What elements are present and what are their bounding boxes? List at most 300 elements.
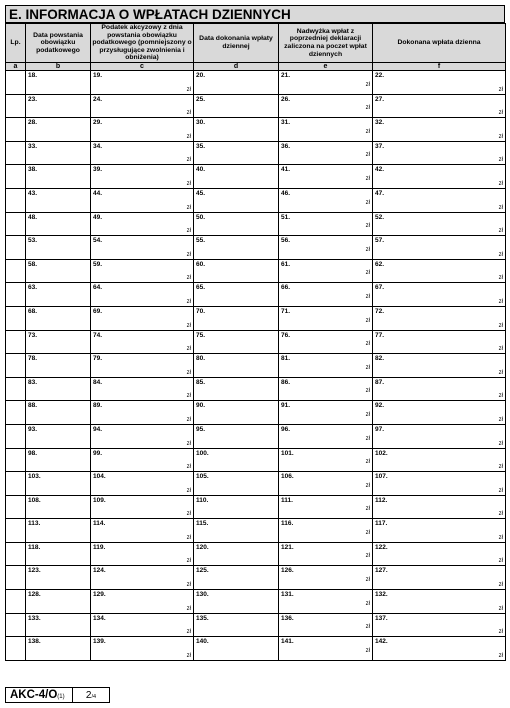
currency-label: zł — [365, 435, 370, 442]
field-number: 34. — [93, 142, 103, 150]
field-number: 53. — [28, 237, 38, 245]
field-number: 102. — [375, 449, 388, 457]
table-row — [6, 236, 506, 260]
tax-date-field[interactable] — [26, 94, 91, 118]
surplus-field[interactable] — [279, 330, 373, 354]
payment-date-field[interactable] — [194, 590, 279, 614]
payment-date-field[interactable] — [194, 401, 279, 425]
field-number: 44. — [93, 189, 103, 197]
currency-label: zł — [365, 246, 370, 253]
field-number: 130. — [196, 591, 209, 599]
field-number: 79. — [93, 355, 103, 363]
excise-tax-field[interactable] — [91, 236, 194, 260]
column-header-payment-date: Data dokonania wpłaty dziennej — [194, 24, 279, 63]
field-number: 88. — [28, 402, 38, 410]
tax-date-field[interactable] — [26, 448, 91, 472]
currency-label: zł — [498, 440, 503, 447]
field-number: 51. — [281, 213, 291, 221]
tax-date-field[interactable] — [26, 495, 91, 519]
surplus-field[interactable] — [279, 259, 373, 283]
field-number: 91. — [281, 402, 291, 410]
field-number: 68. — [28, 307, 38, 315]
page-total: /4 — [91, 694, 97, 700]
column-letter-row — [6, 63, 506, 71]
excise-tax-field[interactable] — [91, 212, 194, 236]
table-row — [6, 448, 506, 472]
payment-date-field[interactable] — [194, 472, 279, 496]
tax-date-field[interactable] — [26, 542, 91, 566]
field-number: 39. — [93, 166, 103, 174]
surplus-field[interactable] — [279, 94, 373, 118]
field-number: 117. — [375, 520, 388, 528]
field-number: 74. — [93, 331, 103, 339]
field-number: 59. — [93, 260, 103, 268]
field-number: 65. — [196, 284, 206, 292]
surplus-field[interactable] — [279, 212, 373, 236]
lp-cell — [6, 495, 26, 519]
payment-date-field[interactable] — [194, 377, 279, 401]
field-number: 142. — [375, 638, 388, 646]
column-letter: f — [373, 63, 506, 71]
currency-label: zł — [186, 204, 191, 211]
excise-tax-field[interactable] — [91, 542, 194, 566]
lp-cell — [6, 542, 26, 566]
surplus-field[interactable] — [279, 71, 373, 95]
surplus-field[interactable] — [279, 448, 373, 472]
table-row — [6, 613, 506, 637]
surplus-field[interactable] — [279, 188, 373, 212]
daily-payment-field[interactable] — [373, 354, 506, 378]
field-number: 119. — [93, 543, 106, 551]
currency-label: zł — [498, 228, 503, 235]
daily-payment-field[interactable] — [373, 448, 506, 472]
lp-cell — [6, 306, 26, 330]
excise-tax-field[interactable] — [91, 377, 194, 401]
field-number: 73. — [28, 331, 38, 339]
table-row — [6, 637, 506, 661]
field-number: 46. — [281, 189, 291, 197]
surplus-field[interactable] — [279, 118, 373, 142]
field-number: 29. — [93, 119, 103, 127]
column-letter: b — [26, 63, 91, 71]
currency-label: zł — [365, 199, 370, 206]
daily-payment-field[interactable] — [373, 542, 506, 566]
field-number: 122. — [375, 543, 388, 551]
currency-label: zł — [365, 459, 370, 466]
payment-date-field[interactable] — [194, 637, 279, 661]
table-row — [6, 283, 506, 307]
excise-tax-field[interactable] — [91, 94, 194, 118]
tax-date-field[interactable] — [26, 188, 91, 212]
column-header-excise-tax: Podatek akcyzowy z dnia powstania obowiązku podatkowego (pomniejszony o przysługujące zwolnienia i obniżenia) — [92, 24, 192, 62]
payment-date-field[interactable] — [194, 141, 279, 165]
surplus-field[interactable] — [279, 141, 373, 165]
excise-tax-field[interactable] — [91, 330, 194, 354]
lp-cell — [6, 401, 26, 425]
surplus-field[interactable] — [279, 590, 373, 614]
field-number: 23. — [28, 95, 38, 103]
payment-date-field[interactable] — [194, 212, 279, 236]
field-number: 43. — [28, 189, 38, 197]
tax-date-field[interactable] — [26, 141, 91, 165]
excise-tax-field[interactable] — [91, 472, 194, 496]
payment-date-field[interactable] — [194, 118, 279, 142]
field-number: 107. — [375, 473, 388, 481]
daily-payment-field[interactable] — [373, 401, 506, 425]
surplus-field[interactable] — [279, 306, 373, 330]
currency-label: zł — [365, 364, 370, 371]
field-number: 66. — [281, 284, 291, 292]
currency-label: zł — [365, 529, 370, 536]
payment-date-field[interactable] — [194, 330, 279, 354]
payment-date-field[interactable] — [194, 236, 279, 260]
tax-date-field[interactable] — [26, 118, 91, 142]
payment-date-field[interactable] — [194, 165, 279, 189]
lp-cell — [6, 472, 26, 496]
field-number: 138. — [28, 638, 41, 646]
lp-cell — [6, 448, 26, 472]
currency-label: zł — [498, 298, 503, 305]
daily-payment-field[interactable] — [373, 519, 506, 543]
surplus-field[interactable] — [279, 165, 373, 189]
daily-payment-field[interactable] — [373, 424, 506, 448]
field-number: 87. — [375, 378, 385, 386]
tax-date-field[interactable] — [26, 283, 91, 307]
daily-payment-field[interactable] — [373, 472, 506, 496]
tax-date-field[interactable] — [26, 306, 91, 330]
tax-date-field[interactable] — [26, 330, 91, 354]
field-number: 21. — [281, 72, 291, 79]
currency-label: zł — [365, 577, 370, 584]
form-code: AKC-4/O — [10, 689, 58, 701]
excise-tax-field[interactable] — [91, 306, 194, 330]
currency-label: zł — [498, 251, 503, 258]
field-number: 48. — [28, 213, 38, 221]
field-number: 24. — [93, 95, 103, 103]
payment-date-field[interactable] — [194, 519, 279, 543]
lp-cell — [6, 165, 26, 189]
field-number: 104. — [93, 473, 106, 481]
tax-date-field[interactable] — [26, 354, 91, 378]
lp-cell — [6, 259, 26, 283]
field-number: 32. — [375, 119, 385, 127]
field-number: 131. — [281, 591, 294, 599]
surplus-field[interactable] — [279, 519, 373, 543]
field-number: 36. — [281, 142, 291, 150]
table-row — [6, 472, 506, 496]
field-number: 35. — [196, 142, 206, 150]
currency-label: zł — [498, 558, 503, 565]
excise-tax-field[interactable] — [91, 495, 194, 519]
currency-label: zł — [365, 341, 370, 348]
field-number: 22. — [375, 72, 385, 79]
daily-payment-field[interactable] — [373, 71, 506, 95]
field-number: 134. — [93, 614, 106, 622]
field-number: 78. — [28, 355, 38, 363]
daily-payment-field[interactable] — [373, 94, 506, 118]
currency-label: zł — [365, 81, 370, 88]
tax-date-field[interactable] — [26, 377, 91, 401]
currency-label: zł — [186, 487, 191, 494]
form-code-box — [5, 687, 73, 703]
field-number: 132. — [375, 591, 388, 599]
tax-date-field[interactable] — [26, 71, 91, 95]
daily-payment-field[interactable] — [373, 495, 506, 519]
daily-payment-field[interactable] — [373, 283, 506, 307]
currency-label: zł — [498, 582, 503, 589]
field-number: 76. — [281, 331, 291, 339]
field-number: 110. — [196, 496, 209, 504]
table-body — [6, 71, 506, 661]
daily-payment-field[interactable] — [373, 165, 506, 189]
field-number: 55. — [196, 237, 206, 245]
field-number: 64. — [93, 284, 103, 292]
surplus-field[interactable] — [279, 495, 373, 519]
field-number: 98. — [28, 449, 38, 457]
excise-tax-field[interactable] — [91, 141, 194, 165]
excise-tax-field[interactable] — [91, 118, 194, 142]
currency-label: zł — [186, 416, 191, 423]
payment-date-field[interactable] — [194, 613, 279, 637]
payment-date-field[interactable] — [194, 71, 279, 95]
field-number: 103. — [28, 473, 41, 481]
excise-tax-field[interactable] — [91, 259, 194, 283]
payment-date-field[interactable] — [194, 259, 279, 283]
payment-date-field[interactable] — [194, 94, 279, 118]
table-row — [6, 542, 506, 566]
field-number: 83. — [28, 378, 38, 386]
surplus-field[interactable] — [279, 566, 373, 590]
daily-payment-field[interactable] — [373, 188, 506, 212]
field-number: 136. — [281, 614, 294, 622]
field-number: 84. — [93, 378, 103, 386]
currency-label: zł — [498, 534, 503, 541]
header-row — [6, 24, 506, 63]
field-number: 93. — [28, 425, 38, 433]
currency-label: zł — [498, 86, 503, 93]
surplus-field[interactable] — [279, 613, 373, 637]
field-number: 18. — [28, 72, 38, 79]
field-number: 133. — [28, 614, 41, 622]
currency-label: zł — [186, 298, 191, 305]
currency-label: zł — [365, 600, 370, 607]
column-letter: a — [6, 63, 26, 71]
field-number: 89. — [93, 402, 103, 410]
field-number: 67. — [375, 284, 385, 292]
payment-date-field[interactable] — [194, 448, 279, 472]
field-number: 137. — [375, 614, 388, 622]
currency-label: zł — [365, 482, 370, 489]
surplus-field[interactable] — [279, 401, 373, 425]
excise-tax-field[interactable] — [91, 71, 194, 95]
lp-cell — [6, 236, 26, 260]
surplus-field[interactable] — [279, 236, 373, 260]
field-number: 69. — [93, 307, 103, 315]
tax-date-field[interactable] — [26, 424, 91, 448]
excise-tax-field[interactable] — [91, 590, 194, 614]
currency-label: zł — [365, 293, 370, 300]
payment-date-field[interactable] — [194, 424, 279, 448]
table-row — [6, 354, 506, 378]
payment-date-field[interactable] — [194, 566, 279, 590]
field-number: 116. — [281, 520, 294, 528]
daily-payment-field[interactable] — [373, 236, 506, 260]
field-number: 41. — [281, 166, 291, 174]
daily-payment-field[interactable] — [373, 259, 506, 283]
currency-label: zł — [365, 647, 370, 654]
payment-date-field[interactable] — [194, 354, 279, 378]
currency-label: zł — [186, 629, 191, 636]
field-number: 70. — [196, 307, 206, 315]
currency-label: zł — [186, 180, 191, 187]
field-number: 81. — [281, 355, 291, 363]
currency-label: zł — [365, 506, 370, 513]
field-number: 113. — [28, 520, 41, 528]
tax-date-field[interactable] — [26, 259, 91, 283]
field-number: 121. — [281, 543, 294, 551]
excise-tax-field[interactable] — [91, 401, 194, 425]
daily-payment-field[interactable] — [373, 566, 506, 590]
field-number: 27. — [375, 95, 385, 103]
currency-label: zł — [498, 204, 503, 211]
surplus-field[interactable] — [279, 637, 373, 661]
currency-label: zł — [186, 346, 191, 353]
lp-cell — [6, 188, 26, 212]
field-number: 40. — [196, 166, 206, 174]
table-row — [6, 330, 506, 354]
field-number: 86. — [281, 378, 291, 386]
currency-label: zł — [186, 605, 191, 612]
field-number: 49. — [93, 213, 103, 221]
tax-date-field[interactable] — [26, 566, 91, 590]
field-number: 128. — [28, 591, 41, 599]
currency-label: zł — [498, 157, 503, 164]
field-number: 124. — [93, 567, 106, 575]
excise-tax-field[interactable] — [91, 566, 194, 590]
surplus-field[interactable] — [279, 354, 373, 378]
surplus-field[interactable] — [279, 377, 373, 401]
lp-cell — [6, 283, 26, 307]
currency-label: zł — [498, 629, 503, 636]
field-number: 75. — [196, 331, 206, 339]
field-number: 42. — [375, 166, 385, 174]
daily-payment-field[interactable] — [373, 118, 506, 142]
tax-date-field[interactable] — [26, 472, 91, 496]
excise-tax-field[interactable] — [91, 519, 194, 543]
surplus-field[interactable] — [279, 542, 373, 566]
table-row — [6, 377, 506, 401]
column-header-surplus: Nadwyżka wpłat z poprzedniej deklaracji zaliczona na poczet wpłat dziennych — [279, 24, 373, 63]
daily-payment-field[interactable] — [373, 306, 506, 330]
field-number: 20. — [196, 72, 206, 79]
surplus-field[interactable] — [279, 472, 373, 496]
lp-cell — [6, 212, 26, 236]
tax-date-field[interactable] — [26, 401, 91, 425]
field-number: 112. — [375, 496, 388, 504]
currency-label: zł — [498, 369, 503, 376]
field-number: 62. — [375, 260, 385, 268]
currency-label: zł — [186, 582, 191, 589]
payment-date-field[interactable] — [194, 542, 279, 566]
tax-date-field[interactable] — [26, 236, 91, 260]
excise-tax-field[interactable] — [91, 637, 194, 661]
field-number: 105. — [196, 473, 209, 481]
tax-date-field[interactable] — [26, 212, 91, 236]
field-number: 85. — [196, 378, 206, 386]
currency-label: zł — [186, 440, 191, 447]
excise-tax-field[interactable] — [91, 448, 194, 472]
currency-label: zł — [365, 105, 370, 112]
field-number: 100. — [196, 449, 209, 457]
section-title: E. INFORMACJA O WPŁATACH DZIENNYCH — [5, 5, 505, 23]
tax-date-field[interactable] — [26, 165, 91, 189]
excise-tax-field[interactable] — [91, 283, 194, 307]
currency-label: zł — [365, 624, 370, 631]
excise-tax-field[interactable] — [91, 165, 194, 189]
currency-label: zł — [365, 128, 370, 135]
field-number: 111. — [281, 496, 293, 504]
tax-date-field[interactable] — [26, 590, 91, 614]
field-number: 47. — [375, 189, 385, 197]
column-header-daily-payment: Dokonana wpłata dzienna — [373, 24, 506, 63]
tax-date-field[interactable] — [26, 613, 91, 637]
field-number: 60. — [196, 260, 206, 268]
currency-label: zł — [186, 393, 191, 400]
tax-date-field[interactable] — [26, 519, 91, 543]
excise-tax-field[interactable] — [91, 613, 194, 637]
field-number: 63. — [28, 284, 38, 292]
excise-tax-field[interactable] — [91, 188, 194, 212]
payment-date-field[interactable] — [194, 283, 279, 307]
field-number: 126. — [281, 567, 294, 575]
lp-cell — [6, 354, 26, 378]
daily-payment-field[interactable] — [373, 637, 506, 661]
page-number-box — [73, 687, 110, 703]
column-header-lp: Lp. — [6, 24, 26, 63]
daily-payment-field[interactable] — [373, 141, 506, 165]
currency-label: zł — [186, 534, 191, 541]
lp-cell — [6, 330, 26, 354]
surplus-field[interactable] — [279, 424, 373, 448]
daily-payment-field[interactable] — [373, 613, 506, 637]
currency-label: zł — [498, 416, 503, 423]
lp-cell — [6, 637, 26, 661]
surplus-field[interactable] — [279, 283, 373, 307]
lp-cell — [6, 141, 26, 165]
payment-date-field[interactable] — [194, 188, 279, 212]
currency-label: zł — [498, 322, 503, 329]
field-number: 38. — [28, 166, 38, 174]
lp-cell — [6, 566, 26, 590]
currency-label: zł — [186, 275, 191, 282]
daily-payment-field[interactable] — [373, 212, 506, 236]
payment-date-field[interactable] — [194, 306, 279, 330]
field-number: 56. — [281, 237, 291, 245]
payment-date-field[interactable] — [194, 495, 279, 519]
table-row — [6, 259, 506, 283]
field-number: 135. — [196, 614, 209, 622]
excise-tax-field[interactable] — [91, 424, 194, 448]
daily-payment-field[interactable] — [373, 377, 506, 401]
currency-label: zł — [186, 511, 191, 518]
daily-payment-field[interactable] — [373, 590, 506, 614]
field-number: 97. — [375, 425, 385, 433]
tax-date-field[interactable] — [26, 637, 91, 661]
daily-payment-field[interactable] — [373, 330, 506, 354]
currency-label: zł — [186, 228, 191, 235]
lp-cell — [6, 590, 26, 614]
excise-tax-field[interactable] — [91, 354, 194, 378]
